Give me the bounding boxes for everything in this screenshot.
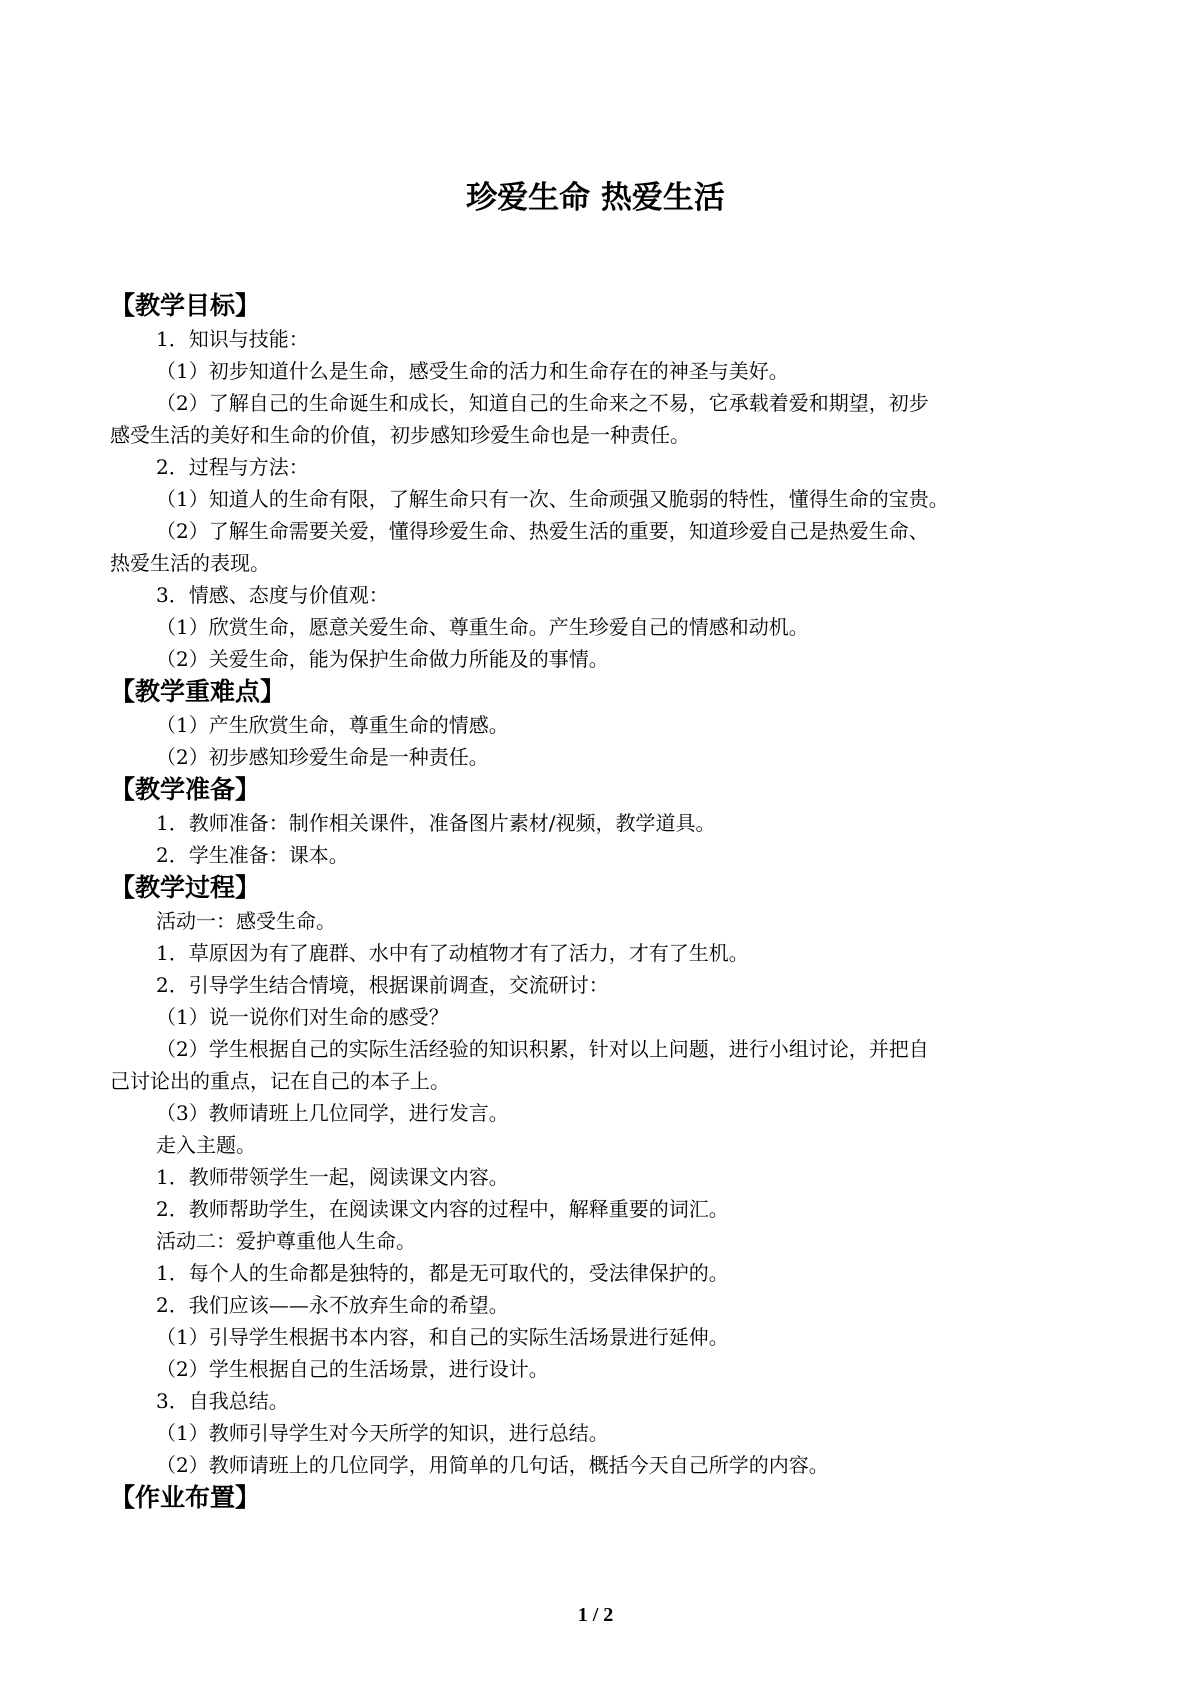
process-line: 走入主题。 xyxy=(156,1133,256,1157)
section-heading-goals: 【教学目标】 xyxy=(110,291,261,320)
process-line: 2．我们应该——永不放弃生命的希望。 xyxy=(156,1293,509,1317)
process-line: 2．引导学生结合情境，根据课前调查，交流研讨： xyxy=(156,973,609,997)
goals-line: 1．知识与技能： xyxy=(156,327,309,351)
goals-line: 感受生活的美好和生命的价值，初步感知珍爱生命也是一种责任。 xyxy=(110,423,690,447)
prep-line: 1．教师准备：制作相关课件，准备图片素材/视频，教学道具。 xyxy=(156,811,716,835)
process-line: 活动二：爱护尊重他人生命。 xyxy=(156,1229,416,1253)
section-heading-homework: 【作业布置】 xyxy=(110,1483,261,1512)
process-line: 2．教师帮助学生，在阅读课文内容的过程中，解释重要的词汇。 xyxy=(156,1197,729,1221)
goals-line: （2）了解自己的生命诞生和成长，知道自己的生命来之不易，它承载着爱和期望，初步 xyxy=(156,391,929,415)
goals-line: （1）欣赏生命，愿意关爱生命、尊重生命。产生珍爱自己的情感和动机。 xyxy=(156,615,809,639)
goals-line: （2）了解生命需要关爱，懂得珍爱生命、热爱生活的重要，知道珍爱自己是热爱生命、 xyxy=(156,519,929,543)
goals-line: 3．情感、态度与价值观： xyxy=(156,583,389,607)
goals-line: 热爱生活的表现。 xyxy=(110,551,270,575)
process-line: （3）教师请班上几位同学，进行发言。 xyxy=(156,1101,509,1125)
process-line: （2）学生根据自己的实际生活经验的知识积累，针对以上问题，进行小组讨论，并把自 xyxy=(156,1037,929,1061)
process-line: 1．教师带领学生一起，阅读课文内容。 xyxy=(156,1165,509,1189)
process-line: （1）教师引导学生对今天所学的知识，进行总结。 xyxy=(156,1421,609,1445)
process-line: 1．每个人的生命都是独特的，都是无可取代的，受法律保护的。 xyxy=(156,1261,729,1285)
document-body xyxy=(110,289,1100,1515)
process-line: 1．草原因为有了鹿群、水中有了动植物才有了活力，才有了生机。 xyxy=(156,941,749,965)
page-number: 1 / 2 xyxy=(577,1604,614,1626)
process-line: （2）学生根据自己的生活场景，进行设计。 xyxy=(156,1357,549,1381)
section-heading-prep: 【教学准备】 xyxy=(110,775,261,804)
goals-line: 2．过程与方法： xyxy=(156,455,309,479)
focus-line: （1）产生欣赏生命，尊重生命的情感。 xyxy=(156,713,509,737)
process-line: （1）引导学生根据书本内容，和自己的实际生活场景进行延伸。 xyxy=(156,1325,729,1349)
goals-line: （1）知道人的生命有限，了解生命只有一次、生命顽强又脆弱的特性，懂得生命的宝贵。 xyxy=(156,487,949,511)
focus-line: （2）初步感知珍爱生命是一种责任。 xyxy=(156,745,489,769)
goals-line: （2）关爱生命，能为保护生命做力所能及的事情。 xyxy=(156,647,609,671)
prep-line: 2．学生准备：课本。 xyxy=(156,843,349,867)
process-line: （1）说一说你们对生命的感受？ xyxy=(156,1005,449,1029)
goals-line: （1）初步知道什么是生命，感受生命的活力和生命存在的神圣与美好。 xyxy=(156,359,789,383)
process-line: 己讨论出的重点，记在自己的本子上。 xyxy=(110,1069,450,1093)
process-line: 3．自我总结。 xyxy=(156,1389,289,1413)
section-heading-process: 【教学过程】 xyxy=(110,873,261,902)
section-heading-focus: 【教学重难点】 xyxy=(110,677,286,706)
process-line: （2）教师请班上的几位同学，用简单的几句话，概括今天自己所学的内容。 xyxy=(156,1453,829,1477)
process-line: 活动一：感受生命。 xyxy=(156,909,336,933)
document-title: 珍爱生命 热爱生活 xyxy=(466,180,725,216)
